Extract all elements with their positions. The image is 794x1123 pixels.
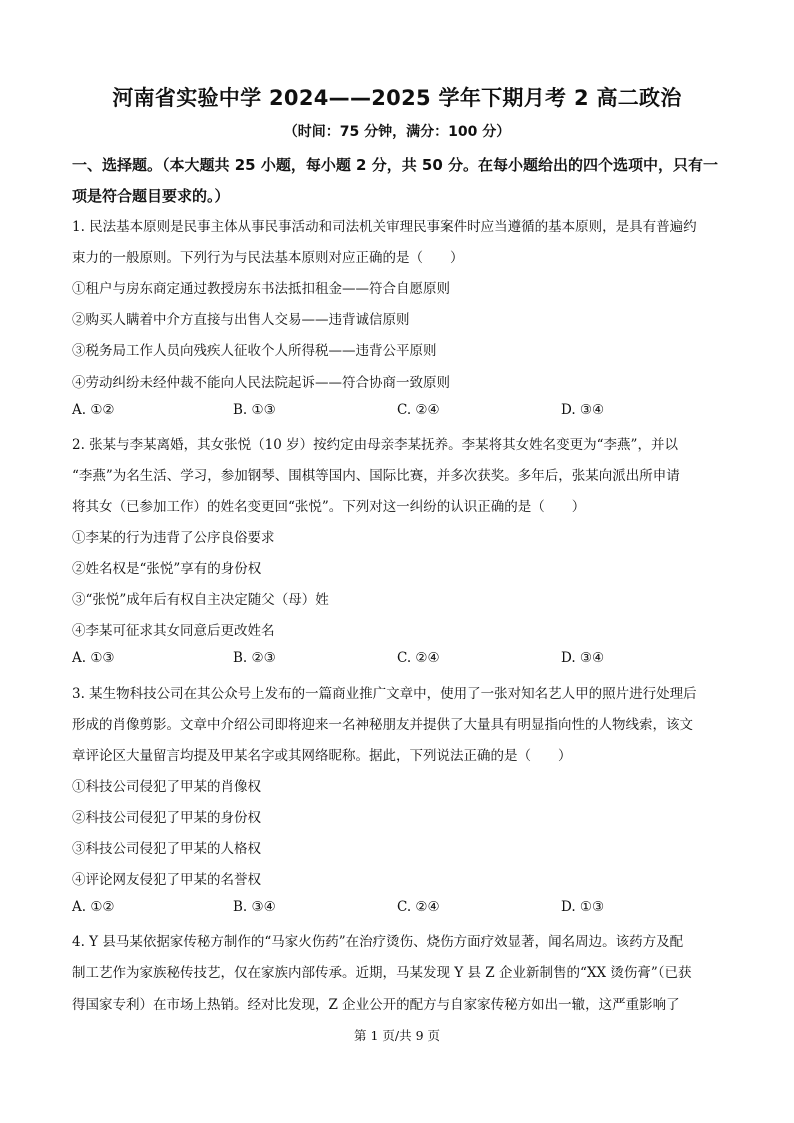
question-statement: ③科技公司侵犯了甲某的人格权 [72, 841, 261, 857]
answer-option: C. ②④ [397, 650, 440, 667]
question-statement: ②姓名权是“张悦”享有的身份权 [72, 561, 262, 578]
question-stem: 2. 张某与李某离婚，其女张悦（10 岁）按约定由母亲李某抚养。李某将其女姓名变更为“李燕”，并以 [72, 436, 678, 453]
question-text: 束力的一般原则。下列行为与民法基本原则对应正确的是（ ） [72, 250, 464, 267]
question-text: 制工艺作为家族秘传技艺，仅在家族内部传承。近期，马某发现 Y 县 Z 企业新制售的“XX 烫伤膏”（已获 [72, 965, 692, 982]
question-text: 得国家专利）在市场上热销。经对比发现，Z 企业公开的配方与自家家传秘方如出一辙，这严重影响了 [72, 996, 680, 1013]
question-statement: ①租户与房东商定通过教授房东书法抵扣租金——符合自愿原则 [72, 281, 450, 298]
question-statement: ④评论网友侵犯了甲某的名誉权 [72, 872, 261, 889]
question-statement: ③税务局工作人员向残疾人征收个人所得税——违背公平原则 [72, 343, 437, 360]
question-statement: ④劳动纠纷未经仲裁不能向人民法院起诉——符合协商一致原则 [72, 374, 450, 391]
answer-option: B. ②③ [233, 650, 276, 667]
answer-option: D. ③④ [561, 650, 605, 667]
question-text: 章评论区大量留言均提及甲某名字或其网络昵称。据此，下列说法正确的是（ ） [72, 747, 572, 764]
question-stem: 3. 某生物科技公司在其公众号上发布的一篇商业推广文章中，使用了一张对知名艺人甲的照片进行处理后 [72, 685, 697, 702]
question-stem: 1. 民法基本原则是民事主体从事民事活动和司法机关审理民事案件时应当遵循的基本原则，是具有普遍约 [72, 219, 697, 235]
answer-option: A. ①② [72, 401, 115, 418]
question-statement: ②科技公司侵犯了甲某的身份权 [72, 809, 261, 826]
question-statement: ②购买人瞒着中介方直接与出售人交易——违背诚信原则 [72, 312, 410, 329]
answer-option: A. ①② [72, 899, 115, 916]
exam-time-score: （时间：75 分钟，满分：100 分） [283, 124, 511, 140]
question-statement: ③“张悦”成年后有权自主决定随父（母）姓 [72, 592, 329, 609]
question-statement: ①李某的行为违背了公序良俗要求 [72, 530, 275, 546]
question-stem: 4. Y 县马某依据家传秘方制作的“马家火伤药”在治疗烫伤、烧伤方面疗效显著，闻名周边。该药方及配 [72, 934, 684, 951]
answer-option: D. ①③ [561, 899, 605, 916]
answer-option: C. ②④ [397, 401, 440, 418]
question-statement: ①科技公司侵犯了甲某的肖像权 [72, 778, 261, 795]
question-text: 形成的肖像剪影。文章中介绍公司即将迎来一名神秘朋友并提供了大量具有明显指向性的人物线索，该文 [72, 716, 693, 733]
answer-option: B. ①③ [233, 401, 276, 418]
answer-option: A. ①③ [72, 650, 115, 667]
answer-option: D. ③④ [561, 401, 605, 418]
page-number: 第 1 页/共 9 页 [353, 1028, 440, 1043]
question-text: 将其女（已参加工作）的姓名变更回“张悦”。下列对这一纠纷的认识正确的是（ ） [72, 498, 586, 515]
question-text: “李燕”为名生活、学习，参加钢琴、围棋等国内、国际比赛，并多次获奖。多年后，张某向派出所申请 [72, 467, 680, 484]
answer-option: B. ③④ [233, 899, 276, 916]
page-title: 河南省实验中学 2024——2025 学年下期月考 2 高二政治 [112, 86, 682, 110]
question-statement: ④李某可征求其女同意后更改姓名 [72, 623, 275, 640]
section-heading: 一、选择题。（本大题共 25 小题，每小题 2 分，共 50 分。在每小题给出的四个选项中，只有一项是符合题目要求的。） [72, 156, 719, 205]
answer-option: C. ②④ [397, 899, 440, 916]
